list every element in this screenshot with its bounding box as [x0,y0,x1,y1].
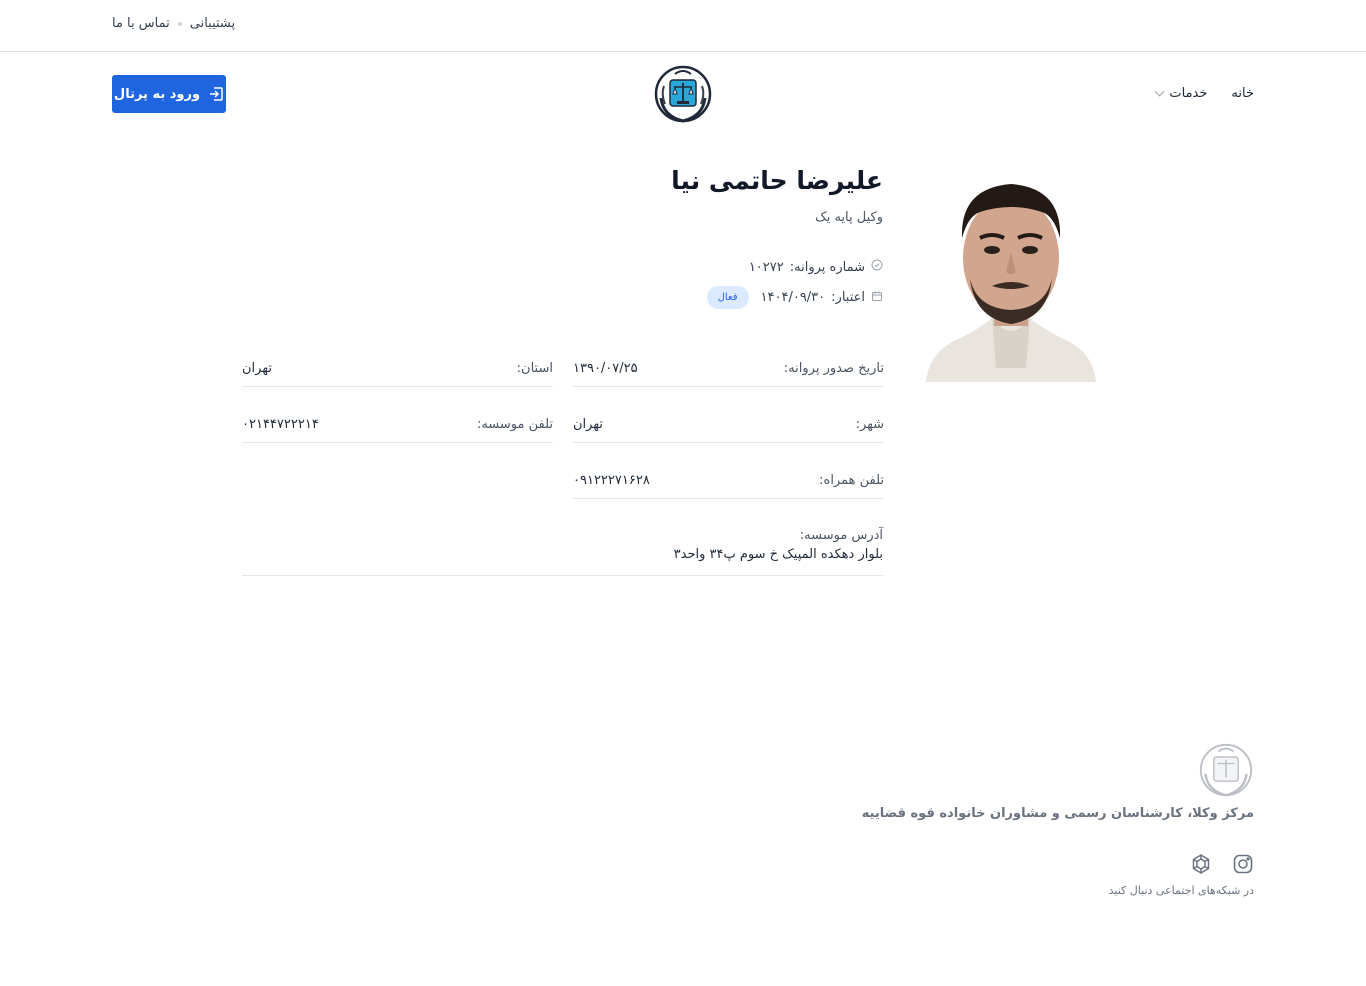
mobile-value[interactable]: ۰۹۱۲۲۲۷۱۶۲۸ [573,473,650,488]
city-value: تهران [573,417,603,432]
province-label: استان: [516,361,553,376]
lawyer-title: وکیل پایه یک [815,210,883,225]
license-info [749,259,883,275]
calendar-icon [871,290,883,306]
license-number: ۱۰۲۷۲ [748,259,784,275]
office-phone-value[interactable]: ۰۲۱۴۴۷۲۲۲۱۴ [242,417,319,432]
portal-login-button[interactable] [112,75,226,113]
issue-date-value: ۱۳۹۰/۰۷/۲۵ [573,361,638,376]
main-nav [1156,86,1254,101]
footer-follow-text: در شبکه‌های اجتماعی دنبال کنید [1108,884,1254,897]
lawyer-name: علیرضا حاتمی نیا [671,166,883,195]
validity-label: اعتبار: [831,290,865,305]
validity-date: ۱۴۰۴/۰۹/۳۰ [760,290,826,305]
field-province [242,351,553,387]
address-value: بلوار دهکده المپیک خ سوم پ۳۴ واحد۳ [673,547,883,562]
validity-info [707,286,883,309]
field-address [242,527,883,576]
office-phone-label: تلفن موسسه: [476,417,553,432]
judiciary-logo[interactable] [653,64,713,124]
nav-home-label: خانه [1231,86,1254,101]
nav-services[interactable] [1156,86,1207,101]
support-link[interactable]: پشتیبانی [189,16,236,31]
nav-services-label: خدمات [1169,86,1208,101]
footer-org-name: مرکز وکلا، کارشناسان رسمی و مشاوران خانواده قوه قضاییه [861,806,1254,821]
city-label: شهر: [855,417,884,432]
header [0,52,1366,142]
rubika-icon[interactable] [1190,853,1212,879]
license-label: شماره پروانه: [789,259,865,275]
top-links [112,16,242,31]
social-links [1190,853,1254,879]
mobile-label: تلفن همراه: [819,473,884,488]
province-value: تهران [242,361,272,376]
check-circle-icon [871,259,883,275]
field-issue-date [573,351,884,387]
field-office-phone [242,407,553,443]
status-badge: فعال [707,286,749,309]
issue-date-label: تاریخ صدور پروانه: [783,361,884,376]
chevron-down-icon [1155,87,1165,97]
field-mobile [573,463,884,499]
contact-link[interactable]: تماس با ما [112,16,170,31]
top-bar [0,0,1366,52]
nav-home[interactable] [1231,86,1254,101]
separator-dot [178,22,182,26]
lawyer-photo [922,168,1100,382]
field-city [573,407,884,443]
address-label: آدرس موسسه: [799,528,883,543]
portal-login-label: ورود به پرتال [113,86,201,102]
portal-login-icon [208,86,224,102]
footer-logo [1198,742,1254,798]
instagram-icon[interactable] [1232,853,1254,879]
